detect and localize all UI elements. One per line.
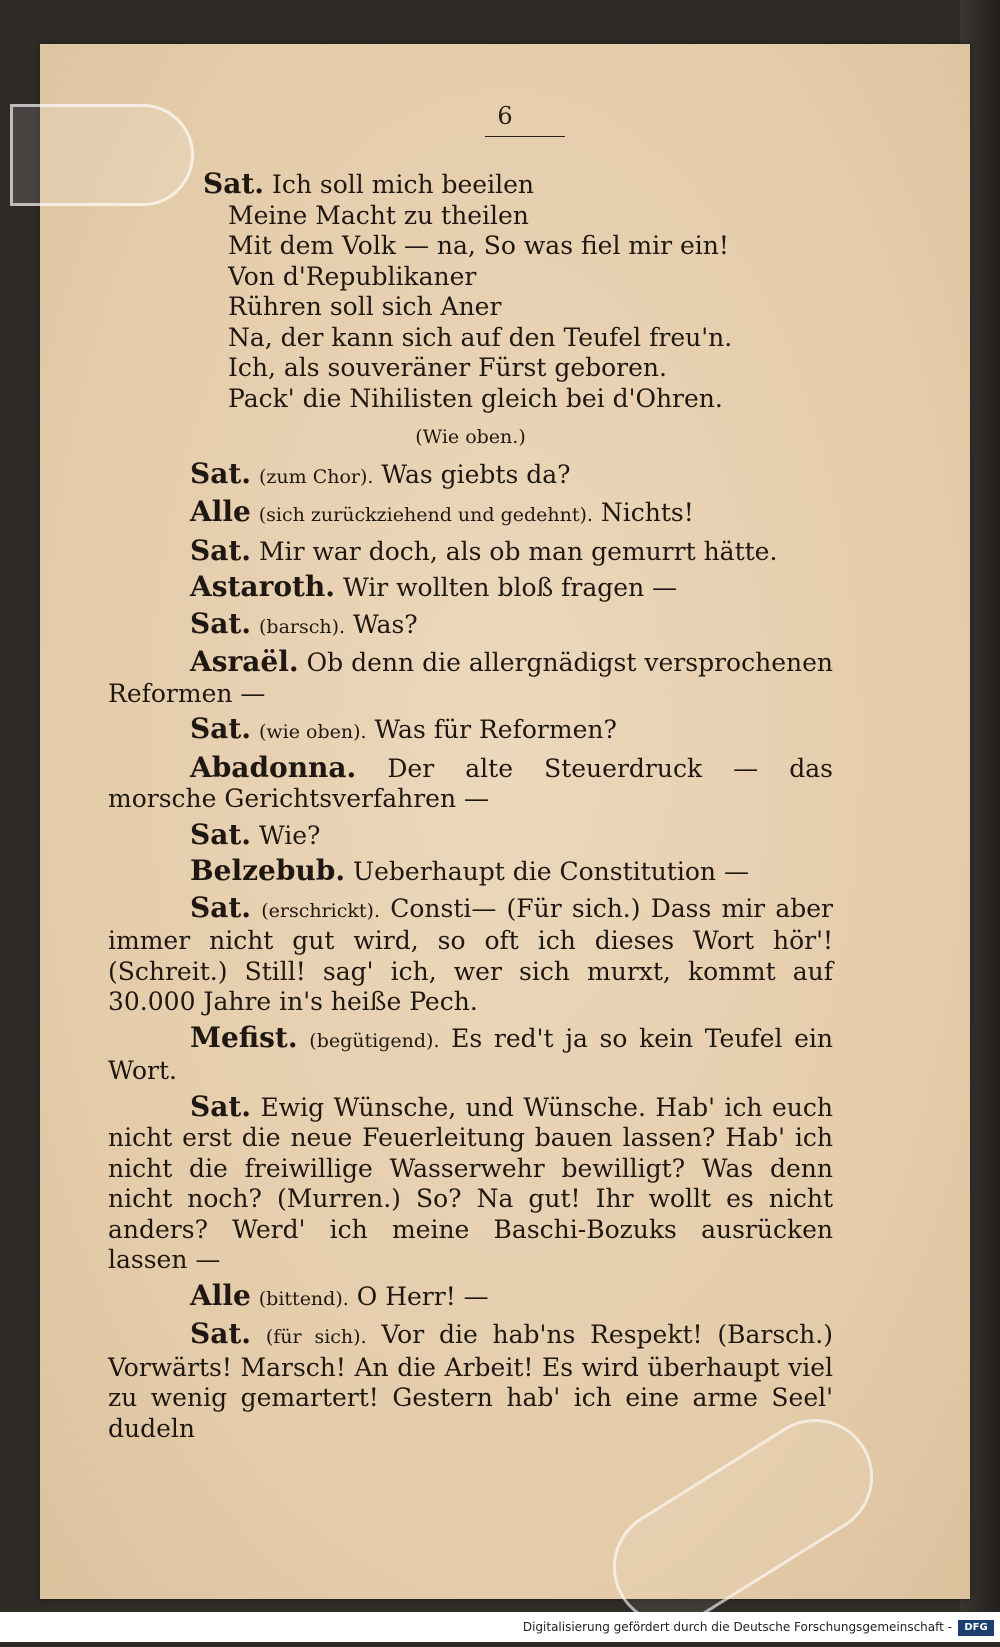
dialogue-line [108, 572, 833, 604]
speaker-name: Sat. [190, 712, 252, 745]
spoken-text: Der alte Steuerdruck — das morsche Gerichtsverfahren — [108, 753, 833, 813]
dialogue-line [108, 497, 833, 531]
spoken-text: Ueberhaupt die Constitution — [353, 857, 749, 886]
verse-line-4: Von d'Republikaner [228, 261, 477, 291]
speaker-name: Alle [190, 495, 251, 528]
verse-line-3: Mit dem Volk — na, So was fiel mir ein! [228, 231, 729, 260]
speaker-name: Mefist. [190, 1020, 298, 1054]
speaker-name: Sat. [190, 890, 252, 924]
spoken-text: Vor die hab'ns Respekt! (Barsch.) Vorwärts! Marsch! An die Arbeit! Es wird überhaupt viel zu wenig gemartert! Gestern hab' ich eine arme Seel' dudeln [108, 1320, 833, 1443]
spoken-text: Was für Reformen? [374, 715, 617, 744]
page-text [108, 169, 833, 1444]
footer-bar [0, 1612, 1000, 1642]
dialogue-line [108, 750, 833, 815]
stage-direction: (erschrickt). [261, 899, 381, 922]
stage-direction: (Wie oben.) [415, 426, 526, 448]
dialogue-line [108, 856, 833, 888]
spoken-text: O Herr! — [356, 1281, 489, 1311]
speaker-name: Sat. [190, 533, 252, 567]
speaker-name: Sat. [190, 817, 252, 851]
stage-direction: (wie oben). [259, 721, 367, 743]
dialogue-line [108, 606, 833, 643]
verse-line-5: Rühren soll sich Aner [228, 292, 502, 321]
stage-direction: (sich zurückziehend und gedehnt). [258, 504, 593, 526]
book-page [40, 44, 970, 1599]
spoken-text: Mir war doch, als ob man gemurrt hätte. [259, 536, 778, 566]
spoken-text: Ewig Wünsche, und Wünsche. Hab' ich euch nicht erst die neue Feuerleitung bauen lassen? Hab' ich nicht die freiwillige Wasserwehr bewilligt? Was denn nicht noch? (Murren.) So? Na gut! Ihr wollt es nicht anders? Werd' ich meine Baschi-Bozuks ausrücken lassen — [108, 1092, 833, 1274]
dialogue-line [108, 817, 833, 852]
spoken-text: Wir wollten bloß fragen — [342, 573, 678, 602]
verse-line-2: Meine Macht zu theilen [228, 200, 529, 230]
dialogue-line [108, 714, 833, 748]
verse-text: Ich soll mich beeilen [272, 170, 534, 199]
stage-direction: (begütigend). [309, 1029, 440, 1052]
spoken-text: Consti— (Für sich.) Dass mir aber immer nicht gut wird, so oft ich dieses Wort hör'! (Schreit.) Still! sag' ich, wer sich murxt, kommt auf 30.000 Jahre in's heiße Pech. [108, 893, 833, 1016]
speaker-name: Sat. [190, 1317, 252, 1350]
dialogue-line [108, 647, 833, 709]
footer-credit: Digitalisierung gefördert durch die Deutsche Forschungsgemeinschaft - [522, 1620, 952, 1634]
spoken-text: Was? [353, 609, 418, 639]
verse-line-7: Ich, als souveräner Fürst geboren. [228, 353, 667, 382]
dialogue-line [108, 456, 833, 493]
speaker-name: Astaroth. [190, 570, 336, 603]
verse-line-6: Na, der kann sich auf den Teufel freu'n. [228, 322, 733, 352]
speaker-name: Alle [190, 1278, 251, 1312]
spoken-text: Wie? [259, 820, 321, 850]
speaker-name: Sat. [190, 1089, 252, 1123]
dialogue-line [108, 1089, 833, 1276]
spoken-text: Es red't ja so kein Teufel ein Wort. [108, 1023, 834, 1085]
dialogue-line [108, 1278, 833, 1315]
stage-direction: (bittend). [258, 1287, 349, 1310]
speaker-name: Sat. [190, 456, 252, 490]
stage-direction: (barsch). [259, 615, 346, 638]
spoken-text: Nichts! [600, 498, 694, 527]
speaker-name: Abadonna. [190, 750, 357, 784]
speaker-name: Asraël. [190, 645, 299, 678]
page-number: 6 [497, 102, 513, 130]
speaker-name: Belzebub. [190, 854, 346, 887]
dialogue-line [108, 533, 833, 568]
dialogue [108, 456, 834, 1445]
page-number-rule [485, 136, 565, 137]
speaker-name: Sat. [203, 167, 265, 200]
dialogue-line [108, 1020, 834, 1087]
stage-direction: (für sich). [265, 1326, 367, 1348]
spoken-text: Was giebts da? [381, 459, 571, 489]
speaker-name: Sat. [190, 606, 252, 640]
verse-line-8: Pack' die Nihilisten gleich bei d'Ohren. [228, 383, 723, 413]
verse-line-1 [108, 169, 833, 201]
dfg-logo: DFG [958, 1620, 994, 1636]
stage-direction: (zum Chor). [259, 465, 374, 488]
spoken-text: Ob denn die allergnädigst versprochenen Reformen — [108, 648, 833, 708]
dialogue-line [108, 890, 833, 1018]
dialogue-line [108, 1319, 833, 1444]
